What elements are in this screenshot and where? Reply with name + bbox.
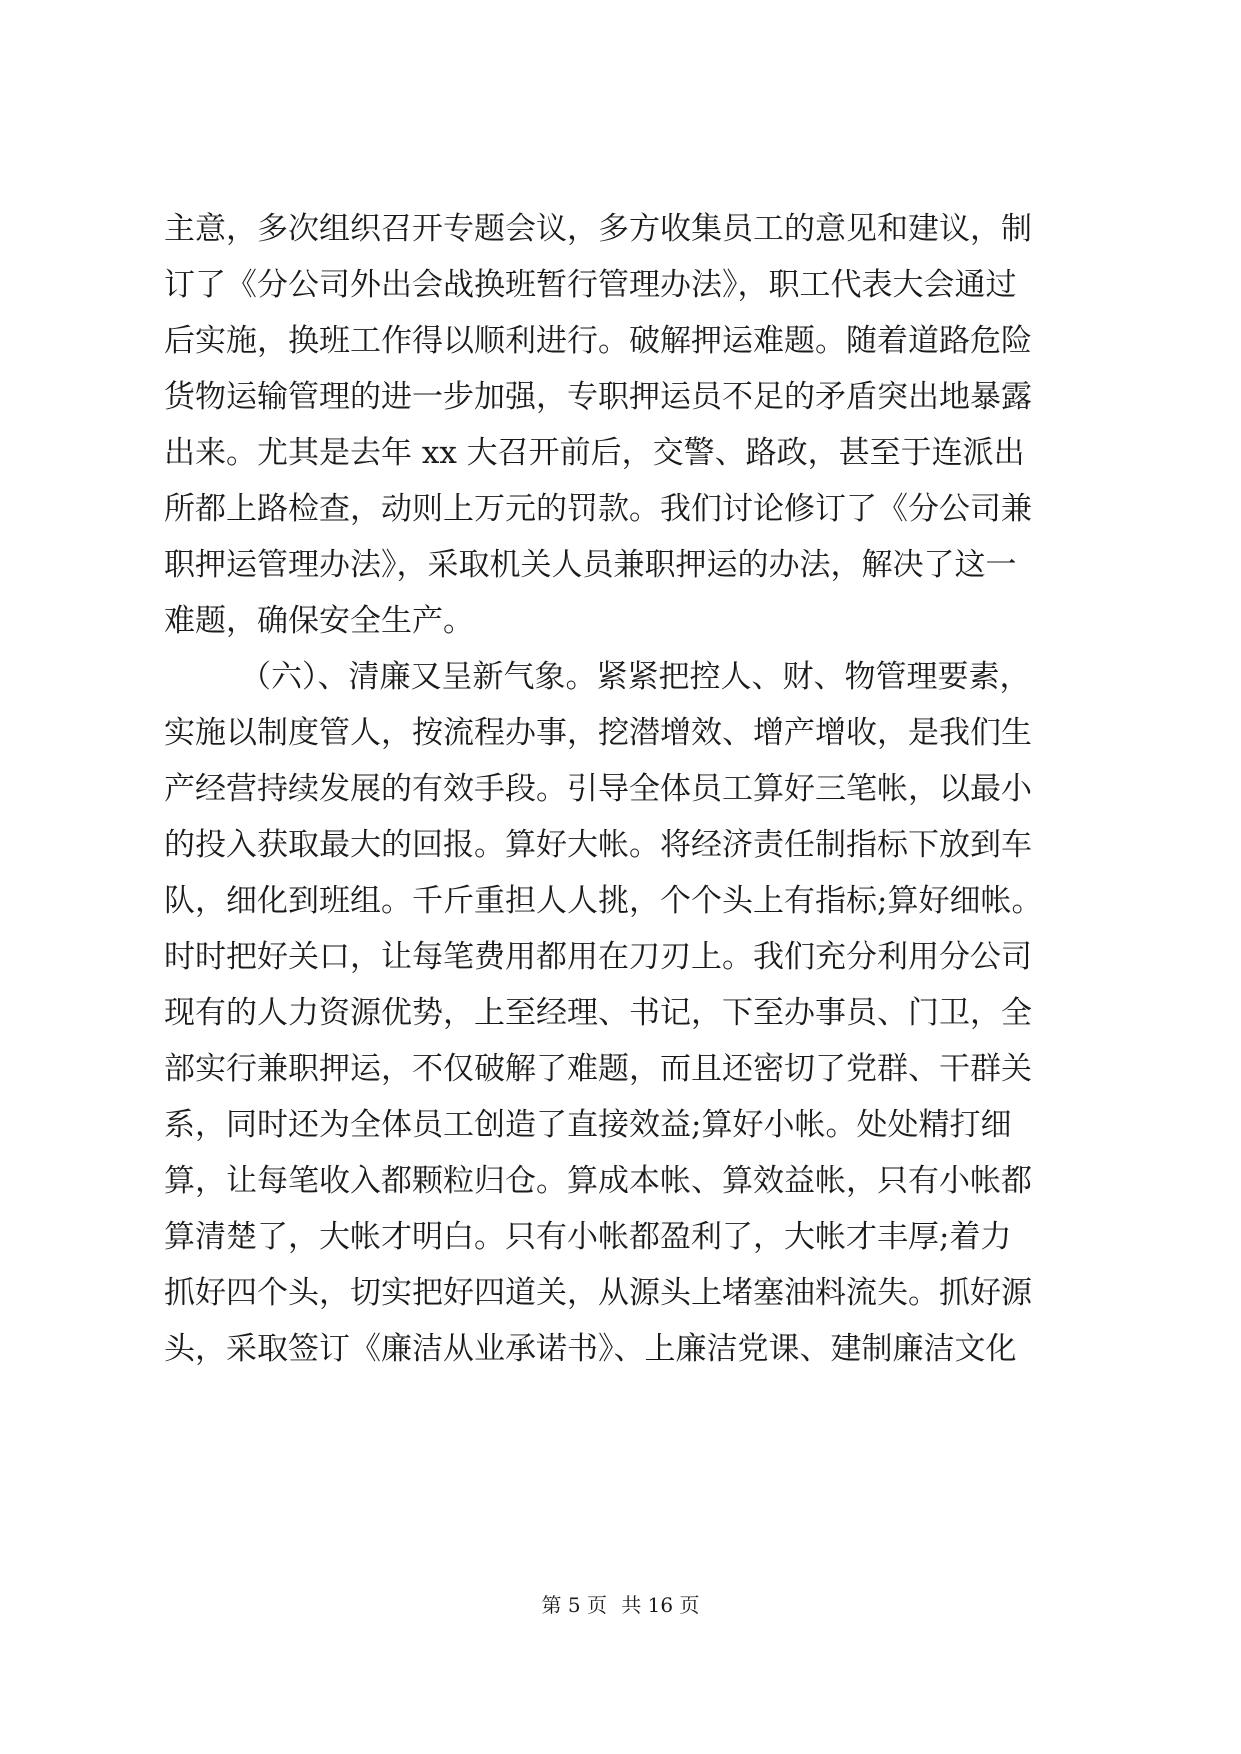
- body-text-line: 的投入获取最大的回报。算好大帐。将经济责任制指标下放到车: [164, 827, 1032, 863]
- body-text-line: 现有的人力资源优势，上至经理、书记，下至办事员、门卫，全: [164, 995, 1032, 1031]
- body-text-line: 算，让每笔收入都颗粒归仓。算成本帐、算效益帐，只有小帐都: [164, 1163, 1032, 1199]
- body-text-line: 货物运输管理的进一步加强，专职押运员不足的矛盾突出地暴露: [164, 379, 1032, 415]
- body-text-line: 后实施，换班工作得以顺利进行。破解押运难题。随着道路危险: [164, 323, 1032, 359]
- body-text-line: 队，细化到班组。千斤重担人人挑，个个头上有指标;算好细帐。: [164, 883, 1043, 919]
- body-text-line: 算清楚了，大帐才明白。只有小帐都盈利了，大帐才丰厚;着力: [164, 1219, 1012, 1255]
- page-number-current: 第 5 页: [541, 1593, 607, 1617]
- body-text-line: 实施以制度管人，按流程办事，挖潜增效、增产增收，是我们生: [164, 715, 1032, 751]
- page-footer: [0, 1590, 1241, 1620]
- body-text-line: 头，采取签订《廉洁从业承诺书》、上廉洁党课、建制廉洁文化: [164, 1331, 1017, 1367]
- page-number-total: 共 16 页: [621, 1593, 700, 1617]
- body-text-line: 职押运管理办法》，采取机关人员兼职押运的办法，解决了这一: [164, 547, 1017, 583]
- body-text-line: 抓好四个头，切实把好四道关，从源头上堵塞油料流失。抓好源: [164, 1275, 1032, 1311]
- body-text-line: 产经营持续发展的有效手段。引导全体员工算好三笔帐，以最小: [164, 771, 1032, 807]
- body-text-line: 订了《分公司外出会战换班暂行管理办法》，职工代表大会通过: [164, 267, 1017, 303]
- body-text-line: 出来。尤其是去年 xx 大召开前后，交警、路政，甚至于连派出: [164, 435, 1025, 471]
- body-text-line: 时时把好关口，让每笔费用都用在刀刃上。我们充分利用分公司: [164, 939, 1032, 975]
- body-text-line: 主意，多次组织召开专题会议，多方收集员工的意见和建议，制: [164, 211, 1032, 247]
- body-text-line: 所都上路检查，动则上万元的罚款。我们讨论修订了《分公司兼: [164, 491, 1032, 527]
- paragraph-first-line: （六）、清廉又呈新气象。紧紧把控人、财、物管理要素，: [240, 659, 1031, 695]
- body-text-line: 难题，确保安全生产。: [164, 603, 474, 639]
- body-text-line: 部实行兼职押运，不仅破解了难题，而且还密切了党群、干群关: [164, 1051, 1032, 1087]
- body-text-line: 系，同时还为全体员工创造了直接效益;算好小帐。处处精打细: [164, 1107, 1012, 1143]
